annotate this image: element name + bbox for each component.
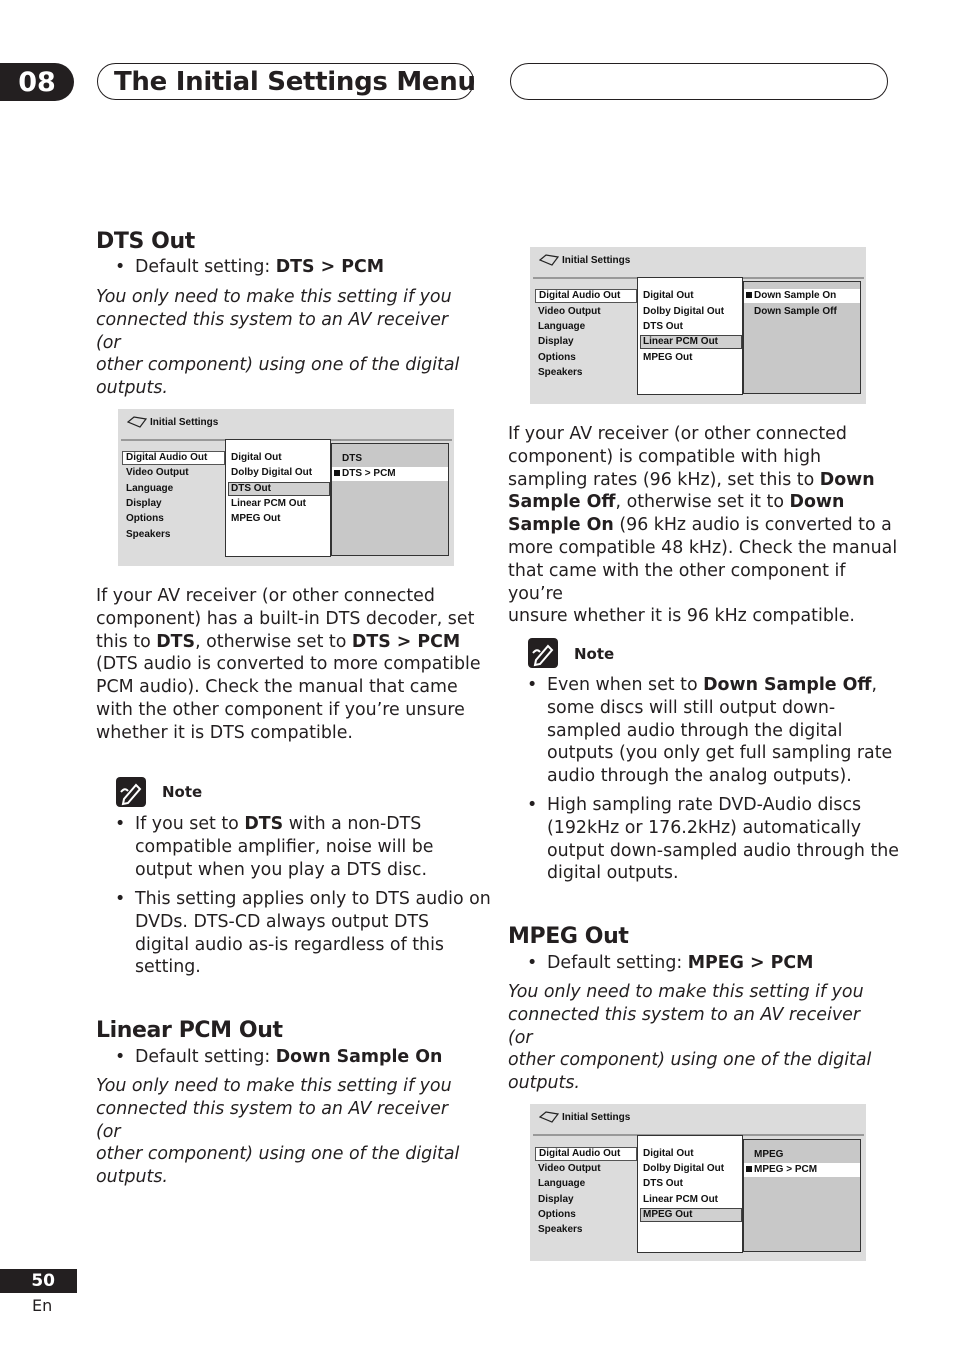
osd-menu-item: Options xyxy=(538,1209,576,1220)
osd-menu-item: Language xyxy=(538,321,586,332)
linear-pcm-out-heading: Linear PCM Out xyxy=(96,1018,283,1043)
osd-submenu-item-selected: MPEG Out xyxy=(640,1208,742,1222)
osd-submenu-item: DTS Out xyxy=(643,321,683,332)
language-code: En xyxy=(32,1296,53,1315)
header-empty-frame xyxy=(510,63,888,100)
osd-menu-item: Display xyxy=(126,498,162,509)
page-title: The Initial Settings Menu xyxy=(114,67,476,97)
osd-submenu-item: Dolby Digital Out xyxy=(231,467,313,478)
osd-submenu-item: Linear PCM Out xyxy=(231,498,307,509)
disc-icon xyxy=(127,416,147,428)
osd-menu-item: Video Output xyxy=(538,1163,601,1174)
osd-menu-item: Speakers xyxy=(538,1224,583,1235)
mpeg-intro: You only need to make this setting if you connected this system to an AV receiver (or other component) using one of the digital outputs. xyxy=(508,982,872,1094)
osd-option: Down Sample Off xyxy=(754,306,837,317)
osd-option: MPEG xyxy=(754,1149,784,1160)
mpeg-out-heading: MPEG Out xyxy=(508,924,629,949)
osd-submenu-item: Digital Out xyxy=(643,1148,694,1159)
osd-header: Initial Settings xyxy=(539,1111,630,1123)
osd-option-current: Down Sample On xyxy=(744,289,860,303)
note-pencil-icon xyxy=(528,638,558,668)
dts-note-1: • If you set to DTS with a non-DTS compatible amplifier, noise will be output when you play a DTS disc. xyxy=(115,814,434,880)
osd-submenu-item: DTS Out xyxy=(643,1178,683,1189)
dts-out-heading: DTS Out xyxy=(96,229,195,254)
osd-menu-item: Language xyxy=(538,1178,586,1189)
disc-icon xyxy=(539,1111,559,1123)
osd-submenu-item: Digital Out xyxy=(231,452,282,463)
lpcm-note-2: • High sampling rate DVD-Audio discs (192kHz or 176.2kHz) automatically output down-sampled audio through the digital outputs. xyxy=(527,795,899,884)
osd-option-current: MPEG > PCM xyxy=(744,1163,860,1177)
osd-header: Initial Settings xyxy=(539,254,630,266)
osd-submenu-item-selected: DTS Out xyxy=(228,482,330,496)
osd-menu-item: Display xyxy=(538,336,574,347)
osd-submenu-item-selected: Linear PCM Out xyxy=(640,335,742,349)
note-label: Note xyxy=(162,783,203,801)
osd-submenu-item: MPEG Out xyxy=(643,352,693,363)
osd-option: DTS xyxy=(342,453,362,464)
dts-note-2: • This setting applies only to DTS audio on DVDs. DTS-CD always output DTS digital audio as-is regardless of this setting. xyxy=(115,889,491,978)
osd-menu-item: Video Output xyxy=(126,467,189,478)
disc-icon xyxy=(539,254,559,266)
osd-submenu-item: MPEG Out xyxy=(231,513,281,524)
dts-default-setting: • Default setting: DTS > PCM xyxy=(115,257,385,277)
osd-menu-item-digital-audio-out: Digital Audio Out xyxy=(535,1147,637,1161)
osd-submenu-item: Dolby Digital Out xyxy=(643,306,725,317)
dts-body: If your AV receiver (or other connected component) has a built-in DTS decoder, set this to DTS, otherwise set to DTS > PCM (DTS audio is converted to more compatible PCM audio). Check the manual that came with the other component if you’re unsure whether it is DTS compatible. xyxy=(96,586,481,743)
osd-lpcm-screen xyxy=(530,247,866,404)
osd-submenu-item: Linear PCM Out xyxy=(643,1194,719,1205)
osd-option-panel xyxy=(743,281,861,394)
chapter-number: 08 xyxy=(0,63,74,101)
osd-menu-item: Speakers xyxy=(538,367,583,378)
lpcm-intro: You only need to make this setting if you connected this system to an AV receiver (or other component) using one of the digital outputs. xyxy=(96,1076,460,1188)
dts-intro: You only need to make this setting if you connected this system to an AV receiver (or other component) using one of the digital outputs. xyxy=(96,287,460,399)
selected-marker-icon xyxy=(746,1166,752,1172)
osd-menu-item: Display xyxy=(538,1194,574,1205)
osd-menu-item: Options xyxy=(538,352,576,363)
osd-menu-item: Options xyxy=(126,513,164,524)
lpcm-default-setting: • Default setting: Down Sample On xyxy=(115,1047,443,1067)
osd-menu-item-digital-audio-out: Digital Audio Out xyxy=(535,289,637,303)
selected-marker-icon xyxy=(746,292,752,298)
note-pencil-icon xyxy=(116,777,146,807)
osd-menu-item: Language xyxy=(126,483,174,494)
page-number: 50 xyxy=(0,1269,77,1293)
osd-mpeg-screen xyxy=(530,1104,866,1261)
osd-submenu-item: Digital Out xyxy=(643,290,694,301)
osd-option-panel xyxy=(331,443,449,556)
note-label: Note xyxy=(574,645,615,663)
osd-submenu-item: Dolby Digital Out xyxy=(643,1163,725,1174)
lpcm-body: If your AV receiver (or other connected component) is compatible with high sampling rates (96 kHz), set this to Down Sample Off, otherwise set it to Down Sample On (96 kHz audio is converted to a more compatible 48 kHz). Check the manual that came with the other component if you’re unsure whether it is 96 kHz compatible. xyxy=(508,424,898,627)
osd-dts-screen xyxy=(118,409,454,566)
osd-option-current: DTS > PCM xyxy=(332,467,448,481)
osd-option-panel xyxy=(743,1139,861,1252)
lpcm-note-1: • Even when set to Down Sample Off, some discs will still output down- sampled audio through the digital outputs (you only get full sampling rate audio through the analog outputs). xyxy=(527,675,893,787)
osd-header: Initial Settings xyxy=(127,416,218,428)
selected-marker-icon xyxy=(334,470,340,476)
mpeg-default-setting: • Default setting: MPEG > PCM xyxy=(527,953,814,973)
osd-menu-item: Video Output xyxy=(538,306,601,317)
osd-menu-item: Speakers xyxy=(126,529,171,540)
osd-menu-item-digital-audio-out: Digital Audio Out xyxy=(122,451,225,465)
